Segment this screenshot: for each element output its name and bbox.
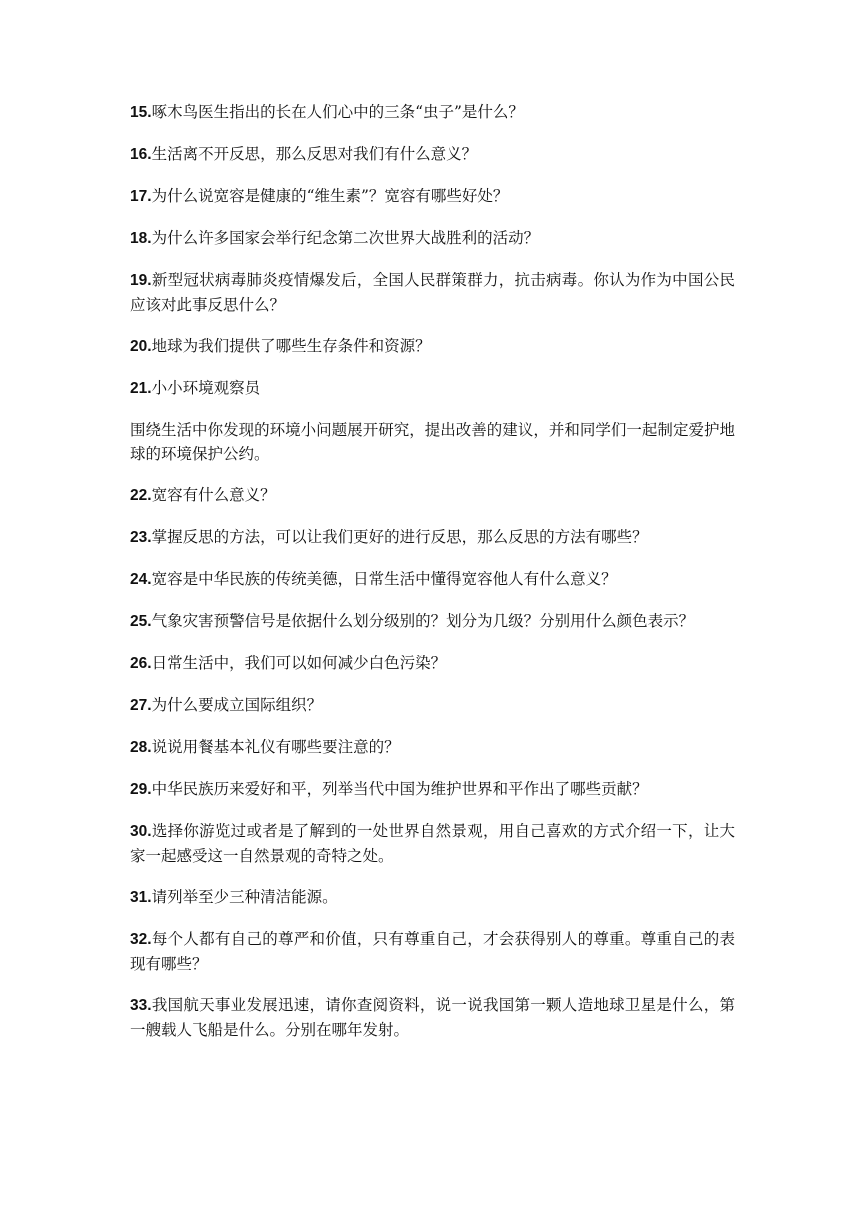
question-text: 围绕生活中你发现的环境小问题展开研究，提出改善的建议，并和同学们一起制定爱护地球的环境保护公约。 [130, 421, 735, 463]
question-text: 中华民族历来爱好和平，列举当代中国为维护世界和平作出了哪些贡献？ [151, 780, 648, 798]
question-text: 气象灾害预警信号是依据什么划分级别的？划分为几级？分别用什么颜色表示？ [151, 612, 695, 630]
question-text: 为什么许多国家会举行纪念第二次世界大战胜利的活动？ [151, 229, 540, 247]
question-29 [130, 777, 735, 802]
question-28 [130, 735, 735, 760]
question-number: 30. [130, 823, 152, 840]
question-17 [130, 184, 735, 209]
question-text: 日常生活中，我们可以如何减少白色污染？ [151, 654, 447, 672]
question-19 [130, 268, 735, 317]
question-number: 24. [130, 571, 152, 588]
question-30 [130, 819, 735, 868]
question-number: 25. [130, 613, 152, 630]
question-32 [130, 927, 735, 976]
question-33 [130, 993, 735, 1042]
question-text: 新型冠状病毒肺炎疫情爆发后，全国人民群策群力，抗击病毒。你认为作为中国公民应该对此事反思什么？ [130, 271, 735, 314]
question-number: 32. [130, 931, 152, 948]
question-text: 宽容是中华民族的传统美德，日常生活中懂得宽容他人有什么意义？ [151, 570, 617, 588]
question-31 [130, 885, 735, 910]
question-21-body [130, 418, 735, 466]
question-18 [130, 226, 735, 251]
question-20 [130, 334, 735, 359]
question-number: 31. [130, 889, 152, 906]
question-text: 请列举至少三种清洁能源。 [151, 888, 338, 906]
question-text: 每个人都有自己的尊严和价值，只有尊重自己，才会获得别人的尊重。尊重自己的表现有哪些？ [130, 930, 735, 973]
question-15 [130, 100, 735, 125]
question-number: 23. [130, 529, 152, 546]
question-number: 21. [130, 380, 152, 397]
question-25 [130, 609, 735, 634]
document-page [130, 100, 735, 1059]
question-text: 宽容有什么意义？ [151, 486, 276, 504]
question-text: 为什么要成立国际组织？ [151, 696, 323, 714]
question-number: 16. [130, 146, 152, 163]
question-number: 33. [130, 997, 152, 1014]
question-text: 掌握反思的方法，可以让我们更好的进行反思，那么反思的方法有哪些？ [151, 528, 648, 546]
question-number: 29. [130, 781, 152, 798]
question-26 [130, 651, 735, 676]
question-number: 15. [130, 104, 152, 121]
question-text: 啄木鸟医生指出的长在人们心中的三条“虫子”是什么？ [151, 103, 524, 121]
question-number: 19. [130, 272, 152, 289]
question-27 [130, 693, 735, 718]
question-23 [130, 525, 735, 550]
question-text: 为什么说宽容是健康的“维生素”？宽容有哪些好处？ [151, 187, 509, 205]
question-text: 生活离不开反思，那么反思对我们有什么意义？ [151, 145, 478, 163]
question-text: 地球为我们提供了哪些生存条件和资源？ [151, 337, 431, 355]
question-number: 20. [130, 338, 152, 355]
question-text: 说说用餐基本礼仪有哪些要注意的？ [151, 738, 400, 756]
question-16 [130, 142, 735, 167]
question-number: 22. [130, 487, 152, 504]
question-text: 选择你游览过或者是了解到的一处世界自然景观，用自己喜欢的方式介绍一下，让大家一起感受这一自然景观的奇特之处。 [130, 822, 735, 865]
question-number: 26. [130, 655, 152, 672]
question-22 [130, 483, 735, 508]
question-number: 27. [130, 697, 152, 714]
question-number: 18. [130, 230, 152, 247]
question-text: 我国航天事业发展迅速，请你查阅资料，说一说我国第一颗人造地球卫星是什么，第一艘载人飞船是什么。分别在哪年发射。 [130, 996, 735, 1039]
question-21 [130, 376, 735, 401]
question-number: 28. [130, 739, 152, 756]
question-text: 小小环境观察员 [151, 379, 261, 397]
question-24 [130, 567, 735, 592]
question-number: 17. [130, 188, 152, 205]
